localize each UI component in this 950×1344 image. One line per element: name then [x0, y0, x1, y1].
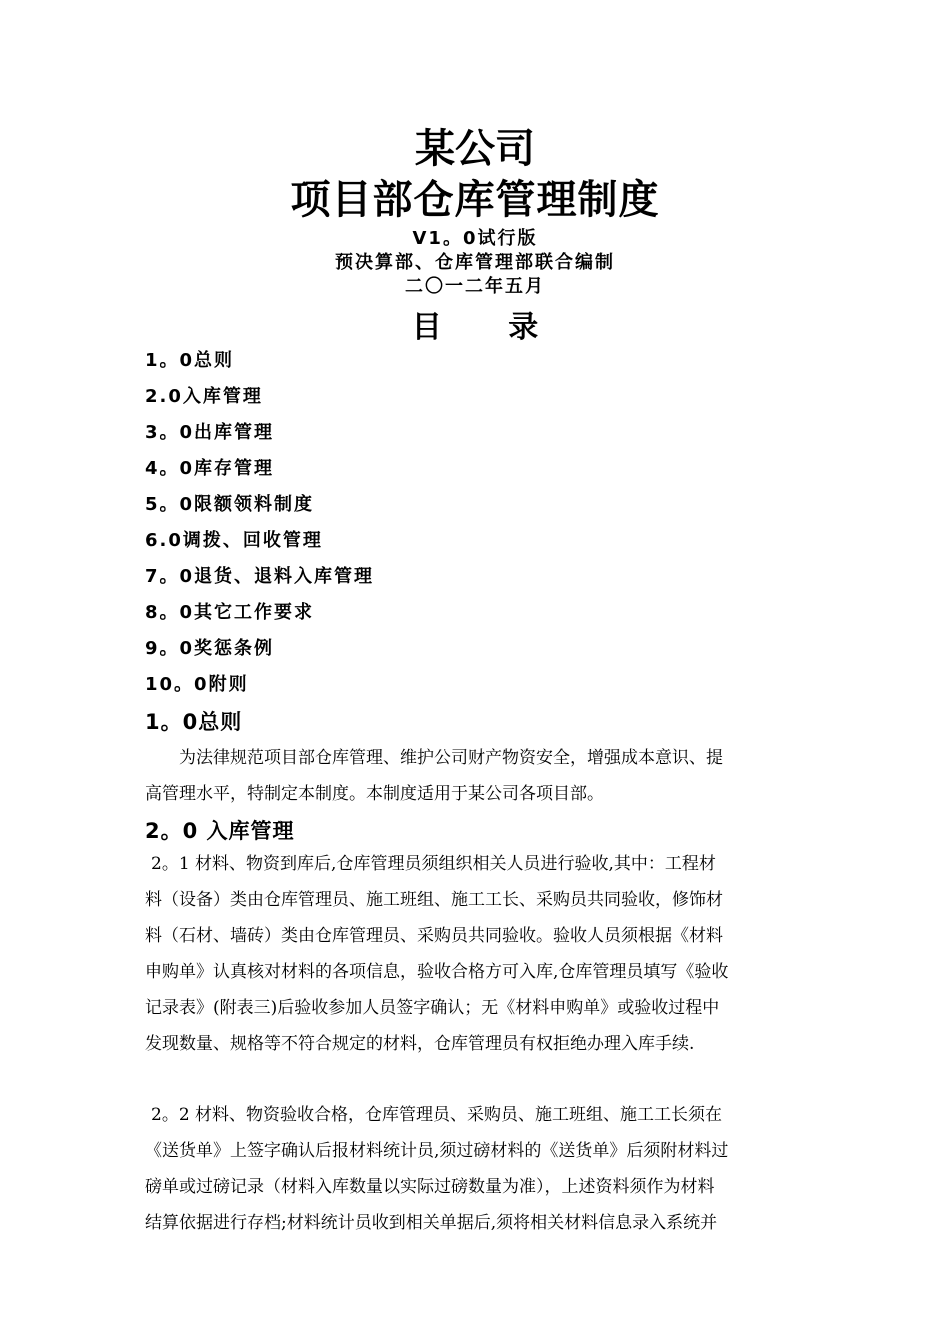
paragraph-line: 料（石材、墙砖）类由仓库管理员、采购员共同验收。验收人员须根据《材料 — [145, 926, 723, 946]
version-label: V1。0试行版 — [412, 228, 538, 249]
toc-item: 3。0出库管理 — [145, 422, 275, 443]
paragraph-line: 磅单或过磅记录（材料入库数量以实际过磅数量为准），上述资料须作为材料 — [145, 1177, 715, 1197]
toc-item: 8。0其它工作要求 — [145, 602, 315, 623]
paragraph-line: 高管理水平，特制定本制度。本制度适用于某公司各项目部。 — [145, 784, 604, 804]
toc-item: 7。0退货、退料入库管理 — [145, 566, 375, 587]
paragraph-line: 为法律规范项目部仓库管理、维护公司财产物资安全，增强成本意识、提 — [179, 748, 723, 768]
paragraph-line: 记录表》(附表三)后验收参加人员签字确认；无《材料申购单》或验收过程中 — [145, 998, 720, 1018]
paragraph-line: 《送货单》上签字确认后报材料统计员,须过磅材料的《送货单》后须附材料过 — [145, 1141, 729, 1161]
toc-item: 5。0限额领料制度 — [145, 494, 315, 515]
toc-item: 10。0附则 — [145, 674, 249, 695]
company-title: 某公司 — [415, 126, 535, 172]
table-of-contents — [145, 348, 374, 708]
paragraph-line: 料（设备）类由仓库管理员、施工班组、施工工长、采购员共同验收，修饰材 — [145, 890, 723, 910]
paragraph-line: 结算依据进行存档;材料统计员收到相关单据后,须将相关材料信息录入系统并 — [145, 1213, 718, 1233]
toc-item: 2.0入库管理 — [145, 386, 263, 407]
paragraph-line: 2。2 材料、物资验收合格，仓库管理员、采购员、施工班组、施工工长须在 — [151, 1105, 723, 1125]
toc-item: 4。0库存管理 — [145, 458, 275, 479]
document-title: 项目部仓库管理制度 — [290, 177, 660, 223]
paragraph-line: 发现数量、规格等不符合规定的材料，仓库管理员有权拒绝办理入库手续. — [145, 1034, 695, 1054]
toc-item: 9。0奖惩条例 — [145, 638, 275, 659]
section-general-paragraph — [145, 740, 807, 812]
paragraph-line: 2。1 材料、物资到库后,仓库管理员须组织相关人员进行验收,其中：工程材 — [151, 854, 716, 874]
toc-item: 6.0调拨、回收管理 — [145, 530, 323, 551]
paragraph-line: 申购单》认真核对材料的各项信息，验收合格方可入库,仓库管理员填写《验收 — [145, 962, 729, 982]
toc-title: 目 录 — [411, 310, 567, 345]
clause-2-1-paragraph — [145, 846, 807, 1062]
section-heading-inbound: 2。0 入库管理 — [145, 819, 295, 843]
clause-2-2-paragraph — [145, 1097, 807, 1241]
date-label: 二〇一二年五月 — [405, 276, 545, 297]
section-heading-general: 1。0总则 — [145, 710, 243, 734]
author-label: 预决算部、仓库管理部联合编制 — [335, 252, 615, 273]
toc-item: 1。0总则 — [145, 350, 235, 371]
